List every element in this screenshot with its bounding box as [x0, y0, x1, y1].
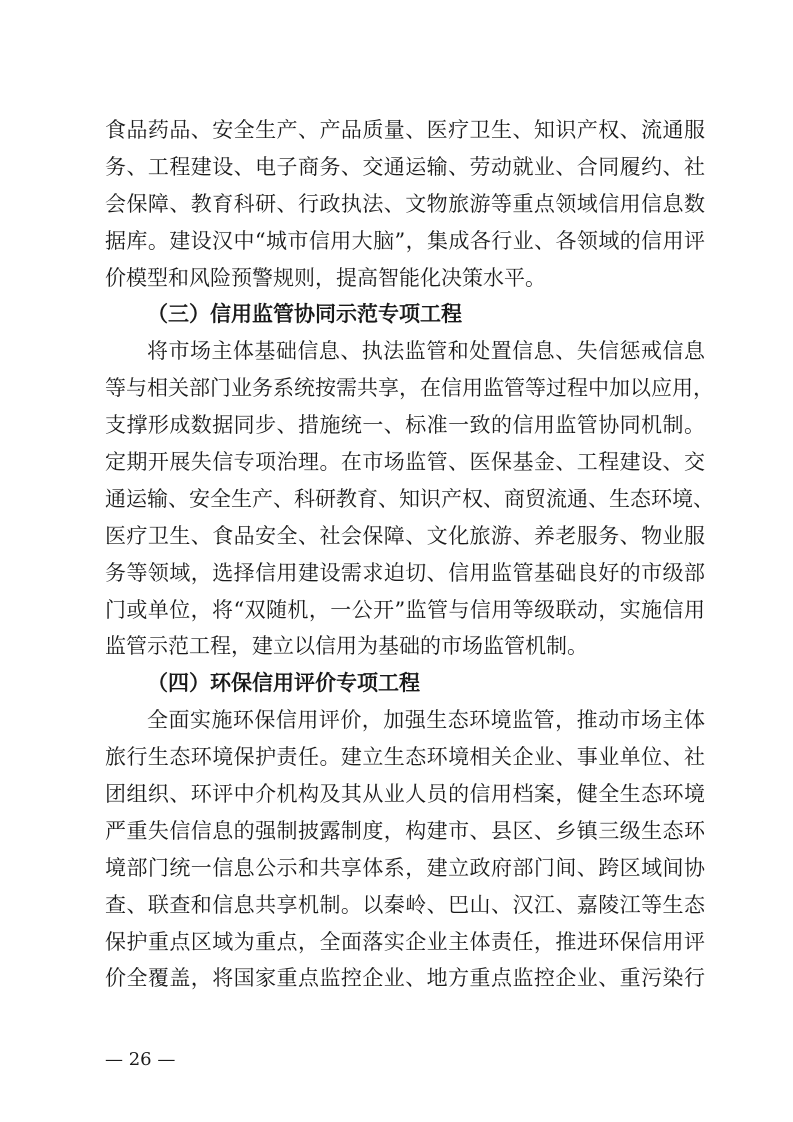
text-line: 门或单位，将“双随机，一公开”监管与信用等级联动，实施信用 — [105, 597, 705, 622]
section-heading-3: （三）信用监管协同示范专项工程 — [147, 301, 462, 327]
text-line: 全面实施环保信用评价，加强生态环境监管，推动市场主体 — [147, 708, 705, 733]
text-line: 监管示范工程，建立以信用为基础的市场监管机制。 — [105, 634, 588, 659]
text-line: 食品药品、安全生产、产品质量、医疗卫生、知识产权、流通服 — [105, 118, 705, 142]
text-line: 会保障、教育科研、行政执法、文物旅游等重点领域信用信息数 — [105, 191, 705, 216]
page-number: — 26 — — [105, 1049, 176, 1070]
text-line: 团组织、环评中介机构及其从业人员的信用档案，健全生态环境 — [105, 782, 705, 807]
text-line: 务等领域，选择信用建设需求迫切、信用监管基础良好的市级部 — [105, 560, 705, 585]
text-line: 严重失信信息的强制披露制度，构建市、县区、乡镇三级生态环 — [105, 818, 705, 843]
text-line: 价模型和风险预警规则，提高智能化决策水平。 — [105, 265, 546, 290]
text-line: 价全覆盖，将国家重点监控企业、地方重点监控企业、重污染行 — [105, 966, 705, 991]
text-line: 旅行生态环境保护责任。建立生态环境相关企业、事业单位、社 — [105, 745, 705, 770]
text-line: 将市场主体基础信息、执法监管和处置信息、失信惩戒信息 — [147, 339, 705, 364]
paragraph-2 — [105, 333, 714, 665]
text-line: 支撑形成数据同步、措施统一、标准一致的信用监管协同机制。 — [105, 413, 705, 438]
text-line: 等与相关部门业务系统按需共享，在信用监管等过程中加以应用， — [105, 376, 714, 401]
text-line: 医疗卫生、食品安全、社会保障、文化旅游、养老服务、物业服 — [105, 523, 705, 548]
text-line: 保护重点区域为重点，全面落实企业主体责任，推进环保信用评 — [105, 929, 705, 954]
document-page — [105, 112, 714, 997]
text-line: 查、联查和信息共享机制。以秦岭、巴山、汉江、嘉陵江等生态 — [105, 892, 705, 917]
paragraph-1 — [105, 112, 705, 296]
paragraph-3 — [105, 702, 705, 997]
text-line: 境部门统一信息公示和共享体系，建立政府部门间、跨区域间协 — [105, 855, 705, 880]
text-line: 通运输、安全生产、科研教育、知识产权、商贸流通、生态环境、 — [105, 486, 714, 511]
text-line: 据库。建设汉中“城市信用大脑”，集成各行业、各领域的信用评 — [105, 228, 705, 253]
text-line: 定期开展失信专项治理。在市场监管、医保基金、工程建设、交 — [105, 450, 705, 475]
section-heading-4: （四）环保信用评价专项工程 — [147, 670, 420, 696]
text-line: 务、工程建设、电子商务、交通运输、劳动就业、合同履约、社 — [105, 154, 705, 179]
